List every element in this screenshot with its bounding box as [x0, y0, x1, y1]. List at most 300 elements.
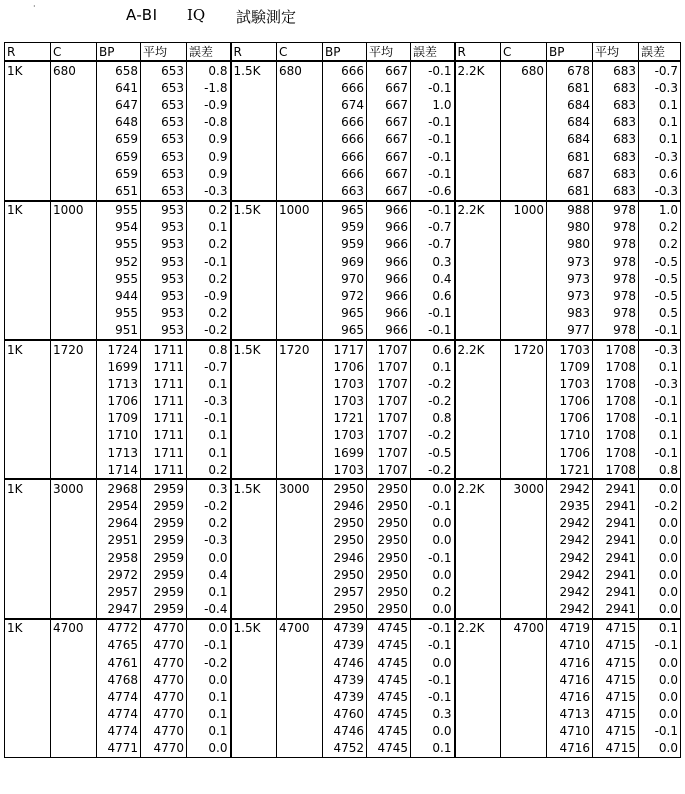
error-cell: -0.3 [639, 375, 681, 392]
table-row [5, 637, 681, 654]
bp-cell: 969 [323, 253, 367, 270]
average-cell: 683 [593, 182, 639, 200]
bp-cell: 955 [97, 270, 141, 287]
error-cell: -0.1 [411, 61, 455, 79]
error-cell: 0.1 [639, 427, 681, 444]
capacitance-cell [277, 305, 323, 322]
capacitance-cell: 3000 [501, 479, 547, 497]
capacitance-cell: 4700 [277, 619, 323, 637]
capacitance-cell [501, 654, 547, 671]
resistance-cell [5, 114, 51, 131]
bp-cell: 4761 [97, 654, 141, 671]
bp-cell: 970 [323, 270, 367, 287]
bp-cell: 955 [97, 305, 141, 322]
bp-cell: 2942 [547, 583, 593, 600]
error-cell: -1.8 [187, 79, 231, 96]
error-cell: 0.0 [411, 479, 455, 497]
resistance-cell: 2.2K [455, 340, 501, 358]
average-cell: 653 [141, 165, 187, 182]
header-cell: 誤差 [411, 43, 455, 62]
average-cell: 1711 [141, 427, 187, 444]
bp-cell: 952 [97, 253, 141, 270]
capacitance-cell: 3000 [51, 479, 97, 497]
error-cell: 0.1 [639, 358, 681, 375]
resistance-cell [5, 461, 51, 479]
resistance-cell [5, 97, 51, 114]
resistance-cell [5, 182, 51, 200]
capacitance-cell [501, 322, 547, 340]
average-cell: 953 [141, 253, 187, 270]
error-cell: 0.1 [639, 131, 681, 148]
resistance-cell [455, 165, 501, 182]
error-cell: -0.1 [411, 497, 455, 514]
average-cell: 1708 [593, 444, 639, 461]
bp-cell: 2951 [97, 532, 141, 549]
average-cell: 978 [593, 305, 639, 322]
average-cell: 1708 [593, 358, 639, 375]
capacitance-cell [501, 688, 547, 705]
error-cell: 0.0 [639, 566, 681, 583]
average-cell: 667 [367, 97, 411, 114]
capacitance-cell [277, 740, 323, 758]
error-cell: -0.1 [411, 637, 455, 654]
resistance-cell [5, 706, 51, 723]
capacitance-cell [501, 114, 547, 131]
bp-cell: 663 [323, 182, 367, 200]
error-cell: 0.8 [411, 410, 455, 427]
resistance-cell [455, 671, 501, 688]
resistance-cell [231, 375, 277, 392]
average-cell: 1711 [141, 358, 187, 375]
error-cell: -0.2 [411, 427, 455, 444]
bp-cell: 1706 [547, 410, 593, 427]
average-cell: 4715 [593, 654, 639, 671]
bp-cell: 659 [97, 148, 141, 165]
capacitance-cell: 1720 [51, 340, 97, 358]
resistance-cell [455, 131, 501, 148]
average-cell: 667 [367, 131, 411, 148]
capacitance-cell [501, 375, 547, 392]
bp-cell: 965 [323, 201, 367, 219]
resistance-cell [455, 236, 501, 253]
average-cell: 4745 [367, 688, 411, 705]
capacitance-cell [51, 114, 97, 131]
header-cell: R [455, 43, 501, 62]
average-cell: 978 [593, 236, 639, 253]
capacitance-cell [51, 497, 97, 514]
resistance-cell [5, 148, 51, 165]
average-cell: 683 [593, 79, 639, 96]
error-cell: 0.0 [639, 583, 681, 600]
error-cell: -0.3 [639, 182, 681, 200]
resistance-cell: 1.5K [231, 61, 277, 79]
bp-cell: 4774 [97, 723, 141, 740]
resistance-cell [5, 654, 51, 671]
capacitance-cell [51, 358, 97, 375]
bp-cell: 647 [97, 97, 141, 114]
capacitance-cell [51, 723, 97, 740]
resistance-cell [231, 688, 277, 705]
capacitance-cell [277, 637, 323, 654]
average-cell: 1708 [593, 340, 639, 358]
error-cell: 0.0 [187, 740, 231, 758]
average-cell: 966 [367, 219, 411, 236]
bp-cell: 666 [323, 131, 367, 148]
average-cell: 966 [367, 270, 411, 287]
bp-cell: 4739 [323, 688, 367, 705]
error-cell: -0.1 [411, 688, 455, 705]
capacitance-cell [277, 688, 323, 705]
measurement-table [4, 42, 681, 758]
resistance-cell [231, 654, 277, 671]
capacitance-cell [277, 515, 323, 532]
title-abi: A-BI [126, 6, 158, 24]
error-cell: 0.2 [187, 305, 231, 322]
resistance-cell [455, 148, 501, 165]
table-row [5, 444, 681, 461]
resistance-cell: 1K [5, 340, 51, 358]
average-cell: 4715 [593, 706, 639, 723]
resistance-cell [455, 688, 501, 705]
average-cell: 1711 [141, 410, 187, 427]
bp-cell: 1713 [97, 444, 141, 461]
average-cell: 1707 [367, 461, 411, 479]
table-row [5, 583, 681, 600]
error-cell: -0.1 [411, 148, 455, 165]
resistance-cell: 1.5K [231, 479, 277, 497]
error-cell: -0.1 [187, 253, 231, 270]
resistance-cell [5, 410, 51, 427]
bp-cell: 1703 [547, 375, 593, 392]
error-cell: -0.1 [639, 723, 681, 740]
error-cell: -0.1 [639, 322, 681, 340]
bp-cell: 1714 [97, 461, 141, 479]
table-row [5, 61, 681, 79]
error-cell: -0.2 [411, 461, 455, 479]
capacitance-cell [51, 131, 97, 148]
resistance-cell: 1.5K [231, 619, 277, 637]
bp-cell: 4716 [547, 740, 593, 758]
header-cell: R [231, 43, 277, 62]
resistance-cell [231, 182, 277, 200]
capacitance-cell [51, 97, 97, 114]
error-cell: 0.8 [639, 461, 681, 479]
bp-cell: 641 [97, 79, 141, 96]
error-cell: -0.7 [411, 236, 455, 253]
error-cell: 0.1 [187, 706, 231, 723]
resistance-cell [5, 253, 51, 270]
capacitance-cell [501, 182, 547, 200]
average-cell: 4770 [141, 688, 187, 705]
error-cell: -0.2 [187, 322, 231, 340]
average-cell: 966 [367, 305, 411, 322]
bp-cell: 684 [547, 114, 593, 131]
capacitance-cell [277, 461, 323, 479]
bp-cell: 1706 [97, 392, 141, 409]
average-cell: 953 [141, 270, 187, 287]
resistance-cell [5, 270, 51, 287]
capacitance-cell [277, 654, 323, 671]
table-row [5, 549, 681, 566]
resistance-cell [231, 637, 277, 654]
bp-cell: 2942 [547, 601, 593, 619]
bp-cell: 684 [547, 97, 593, 114]
capacitance-cell [51, 148, 97, 165]
bp-cell: 1710 [547, 427, 593, 444]
average-cell: 2941 [593, 479, 639, 497]
bp-cell: 4713 [547, 706, 593, 723]
error-cell: 0.4 [187, 566, 231, 583]
resistance-cell: 1K [5, 619, 51, 637]
bp-cell: 4774 [97, 688, 141, 705]
capacitance-cell [501, 601, 547, 619]
bp-cell: 666 [323, 165, 367, 182]
bp-cell: 651 [97, 182, 141, 200]
resistance-cell [455, 305, 501, 322]
bp-cell: 2942 [547, 566, 593, 583]
average-cell: 978 [593, 270, 639, 287]
bp-cell: 4710 [547, 723, 593, 740]
error-cell: 0.8 [187, 61, 231, 79]
capacitance-cell [277, 549, 323, 566]
bp-cell: 4710 [547, 637, 593, 654]
error-cell: 0.0 [639, 671, 681, 688]
capacitance-cell [277, 358, 323, 375]
error-cell: -0.2 [411, 392, 455, 409]
capacitance-cell [277, 583, 323, 600]
capacitance-cell [277, 253, 323, 270]
resistance-cell: 2.2K [455, 619, 501, 637]
error-cell: -0.7 [411, 219, 455, 236]
bp-cell: 1699 [97, 358, 141, 375]
error-cell: 0.2 [187, 270, 231, 287]
bp-cell: 2946 [323, 549, 367, 566]
header-cell: C [51, 43, 97, 62]
header-cell: BP [97, 43, 141, 62]
capacitance-cell [277, 219, 323, 236]
resistance-cell [231, 740, 277, 758]
table-row [5, 410, 681, 427]
resistance-cell [231, 583, 277, 600]
average-cell: 667 [367, 61, 411, 79]
average-cell: 667 [367, 148, 411, 165]
error-cell: 0.5 [639, 305, 681, 322]
average-cell: 2959 [141, 566, 187, 583]
bp-cell: 973 [547, 287, 593, 304]
bp-cell: 1709 [547, 358, 593, 375]
bp-cell: 4768 [97, 671, 141, 688]
table-row [5, 688, 681, 705]
capacitance-cell [277, 532, 323, 549]
capacitance-cell [51, 637, 97, 654]
resistance-cell [231, 253, 277, 270]
average-cell: 966 [367, 322, 411, 340]
capacitance-cell [501, 219, 547, 236]
capacitance-cell: 680 [501, 61, 547, 79]
average-cell: 4715 [593, 619, 639, 637]
bp-cell: 2950 [323, 532, 367, 549]
table-row [5, 427, 681, 444]
table-row [5, 79, 681, 96]
header-cell: 誤差 [187, 43, 231, 62]
resistance-cell [455, 532, 501, 549]
capacitance-cell [277, 270, 323, 287]
bp-cell: 2972 [97, 566, 141, 583]
error-cell: -0.3 [639, 148, 681, 165]
error-cell: -0.3 [187, 532, 231, 549]
table-row [5, 723, 681, 740]
average-cell: 1707 [367, 340, 411, 358]
bp-cell: 955 [97, 201, 141, 219]
resistance-cell [5, 497, 51, 514]
capacitance-cell [501, 165, 547, 182]
bp-cell: 2947 [97, 601, 141, 619]
average-cell: 1708 [593, 427, 639, 444]
average-cell: 953 [141, 201, 187, 219]
bp-cell: 681 [547, 182, 593, 200]
error-cell: 0.1 [187, 375, 231, 392]
average-cell: 978 [593, 322, 639, 340]
table-row [5, 740, 681, 758]
error-cell: 0.0 [639, 532, 681, 549]
resistance-cell [5, 427, 51, 444]
capacitance-cell [277, 182, 323, 200]
capacitance-cell [277, 97, 323, 114]
resistance-cell [5, 601, 51, 619]
resistance-cell [5, 515, 51, 532]
average-cell: 683 [593, 131, 639, 148]
resistance-cell [455, 706, 501, 723]
resistance-cell: 1.5K [231, 201, 277, 219]
capacitance-cell [277, 131, 323, 148]
bp-cell: 4746 [323, 723, 367, 740]
average-cell: 953 [141, 287, 187, 304]
average-cell: 2959 [141, 549, 187, 566]
average-cell: 2941 [593, 549, 639, 566]
title-iq: IQ [187, 6, 206, 24]
bp-cell: 4760 [323, 706, 367, 723]
resistance-cell [455, 637, 501, 654]
bp-cell: 1703 [323, 461, 367, 479]
error-cell: 0.0 [639, 601, 681, 619]
error-cell: 0.1 [187, 444, 231, 461]
resistance-cell [455, 566, 501, 583]
error-cell: 0.1 [187, 688, 231, 705]
resistance-cell [231, 114, 277, 131]
average-cell: 978 [593, 219, 639, 236]
average-cell: 953 [141, 322, 187, 340]
capacitance-cell [51, 322, 97, 340]
capacitance-cell [501, 515, 547, 532]
capacitance-cell [51, 532, 97, 549]
average-cell: 1707 [367, 375, 411, 392]
resistance-cell [231, 706, 277, 723]
error-cell: 0.6 [639, 165, 681, 182]
average-cell: 667 [367, 114, 411, 131]
resistance-cell [5, 219, 51, 236]
header-cell: C [501, 43, 547, 62]
table-row [5, 236, 681, 253]
bp-cell: 684 [547, 131, 593, 148]
resistance-cell [455, 427, 501, 444]
table-row [5, 671, 681, 688]
title-row [0, 0, 685, 42]
average-cell: 683 [593, 61, 639, 79]
error-cell: 0.2 [187, 461, 231, 479]
average-cell: 1707 [367, 427, 411, 444]
capacitance-cell [501, 148, 547, 165]
header-row [5, 43, 681, 62]
resistance-cell [231, 532, 277, 549]
capacitance-cell [501, 583, 547, 600]
average-cell: 2941 [593, 497, 639, 514]
bp-cell: 1706 [323, 358, 367, 375]
resistance-cell: 2.2K [455, 479, 501, 497]
error-cell: -0.2 [411, 375, 455, 392]
bp-cell: 4746 [323, 654, 367, 671]
bp-cell: 983 [547, 305, 593, 322]
capacitance-cell: 680 [277, 61, 323, 79]
bp-cell: 2950 [323, 515, 367, 532]
error-cell: -0.3 [187, 392, 231, 409]
bp-cell: 2958 [97, 549, 141, 566]
average-cell: 4715 [593, 740, 639, 758]
average-cell: 4715 [593, 671, 639, 688]
resistance-cell [231, 461, 277, 479]
error-cell: 0.0 [411, 723, 455, 740]
average-cell: 953 [141, 236, 187, 253]
bp-cell: 2946 [323, 497, 367, 514]
bp-cell: 977 [547, 322, 593, 340]
bp-cell: 2968 [97, 479, 141, 497]
average-cell: 966 [367, 201, 411, 219]
average-cell: 683 [593, 165, 639, 182]
capacitance-cell [501, 706, 547, 723]
average-cell: 2959 [141, 532, 187, 549]
error-cell: 0.2 [639, 236, 681, 253]
resistance-cell [455, 740, 501, 758]
capacitance-cell [501, 637, 547, 654]
capacitance-cell [277, 165, 323, 182]
average-cell: 4770 [141, 723, 187, 740]
error-cell: -0.5 [639, 287, 681, 304]
error-cell: 0.3 [411, 706, 455, 723]
capacitance-cell: 1720 [501, 340, 547, 358]
table-row [5, 566, 681, 583]
capacitance-cell [277, 410, 323, 427]
capacitance-cell [277, 236, 323, 253]
error-cell: -0.1 [411, 619, 455, 637]
capacitance-cell [501, 740, 547, 758]
capacitance-cell [51, 253, 97, 270]
capacitance-cell [501, 671, 547, 688]
average-cell: 1711 [141, 392, 187, 409]
capacitance-cell [501, 410, 547, 427]
average-cell: 4770 [141, 706, 187, 723]
capacitance-cell [501, 549, 547, 566]
resistance-cell [231, 392, 277, 409]
bp-cell: 658 [97, 61, 141, 79]
average-cell: 4770 [141, 740, 187, 758]
error-cell: 0.4 [411, 270, 455, 287]
resistance-cell [455, 253, 501, 270]
capacitance-cell [277, 375, 323, 392]
average-cell: 966 [367, 253, 411, 270]
average-cell: 978 [593, 201, 639, 219]
table-row [5, 322, 681, 340]
error-cell: 0.1 [411, 740, 455, 758]
bp-cell: 1709 [97, 410, 141, 427]
